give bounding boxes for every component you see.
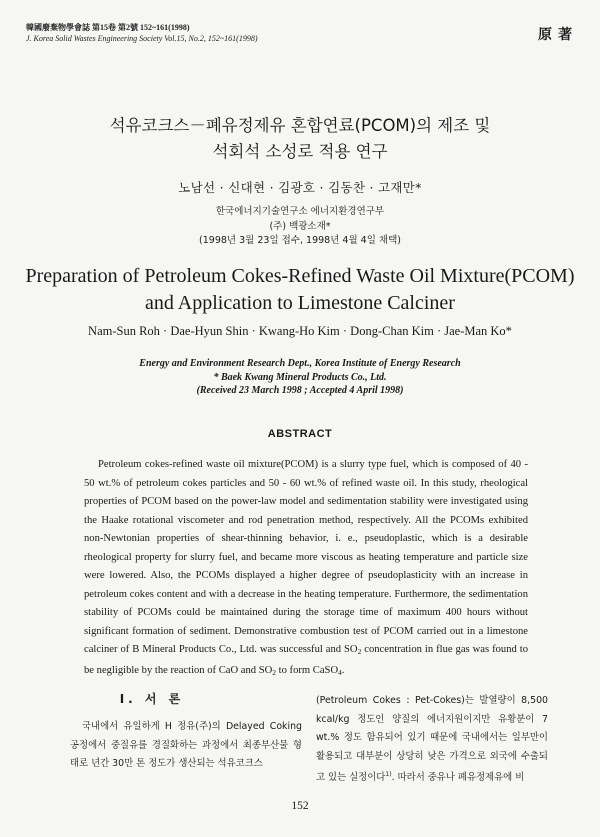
body-column-left xyxy=(70,718,302,774)
english-title-line1: Preparation of Petroleum Cokes-Refined Waste Oil Mixture(PCOM) xyxy=(25,265,575,287)
english-affiliation xyxy=(0,357,600,398)
korean-affiliation-1: 한국에너지기술연구소 에너지환경연구부 xyxy=(215,206,385,217)
abstract-heading: ABSTRACT xyxy=(267,428,333,440)
article-type-badge: 原著 xyxy=(538,27,578,43)
english-title-line2: and Application to Limestone Calciner xyxy=(145,292,455,314)
korean-affiliation-2: (주) 백광소재* xyxy=(269,220,331,232)
caso4-subscript: 4 xyxy=(338,667,342,677)
abstract-paragraph xyxy=(84,456,528,682)
body-column-right xyxy=(316,692,548,788)
journal-citation-english: J. Korea Solid Wastes Engineering Society Vol.15, No.2, 152~161(1998) xyxy=(26,34,258,43)
abstract-text-b: concentration in flue gas was found to be negligible by the reaction of CaO and SO xyxy=(84,644,528,676)
english-affiliation-2: * Baek Kwang Mineral Products Co., Ltd. xyxy=(213,371,387,383)
english-affiliation-1: Energy and Environment Research Dept., Korea Institute of Energy Research xyxy=(139,358,461,369)
so2-subscript-1: 2 xyxy=(357,647,362,656)
korean-affiliation xyxy=(0,205,600,249)
intro-paragraph-left: 국내에서 유일하게 H 정유(주)의 Delayed Coking 공정에서 중질유를 경질화하는 과정에서 최종부산물 형태로 년간 30만 톤 정도가 생산되는 석유코크스 xyxy=(70,721,302,770)
intro-text-right-b: . 따라서 중유나 폐유정제유에 비 xyxy=(391,772,525,784)
journal-header xyxy=(26,22,258,44)
journal-citation-korean: 韓國廢棄物學會誌 第15卷 第2號 152~161(1998) xyxy=(26,23,190,32)
korean-title-line2: 석회석 소성로 적용 연구 xyxy=(212,142,388,161)
abstract-text-c: to form CaSO xyxy=(276,664,339,676)
korean-title-line1: 석유코크스－폐유정제유 혼합연료(PCOM)의 제조 및 xyxy=(109,116,491,135)
abstract-body xyxy=(84,456,528,682)
reference-superscript: 1) xyxy=(385,771,392,779)
abstract-text-d: . xyxy=(341,664,345,676)
english-title xyxy=(0,263,600,317)
page-number: 152 xyxy=(291,800,309,812)
korean-dates: (1998년 3월 23일 접수, 1998년 4월 4일 채택) xyxy=(199,235,401,246)
english-dates: (Received 23 March 1998 ; Accepted 4 April 1998) xyxy=(196,385,404,396)
korean-title xyxy=(0,113,600,165)
english-authors: Nam-Sun Roh · Dae-Hyun Shin · Kwang-Ho Kim · Dong-Chan Kim · Jae-Man Ko* xyxy=(88,324,512,338)
intro-paragraph-right xyxy=(316,692,548,788)
section-heading-introduction: I. 서 론 xyxy=(119,692,185,706)
abstract-text-a: Petroleum cokes-refined waste oil mixture(PCOM) is a slurry type fuel, which is composed of 40 - 50 wt.% of petroleum cokes particles and 50 - 60 wt.% of refined waste oil. In this study, rheological properties of PCOM based on the power-law model and sedimentation stability were investigated using the Haake rotational viscometer and rod penetration method, respectively. All the PCOMs exhibited non-Newtonian properties of shear-thinning behavior, i. e., pseudoplastic, which is a desirable rheological property for slurry fuel, and became more viscous as heating temperature and particle size were lowered. Also, the PCOMs displayed a higher degree of pseudoplasticity with an increase in petroleum cokes content and with a decrease in the heating temperature. Furthermore, the sedimentation stability of PCOMs could be maintained during the storage time of maximum 400 hours without significant formation of sediment. Demonstrative combustion test of PCOM carried out in a limestone calciner of B Mineral Products Co., Ltd. was successful and SO xyxy=(84,459,528,655)
intro-text-right-a: (Petroleum Cokes : Pet-Cokes)는 발열량이 8,500 kcal/kg 정도인 양질의 에너지원이지만 유황분이 7 wt.% 정도 함유되어 있기 때문에 국내에서는 일부만이 활용되고 대부분이 상당히 낮은 가격으로 외국에 수출되고 있는 실정이다 xyxy=(316,695,548,784)
so2-subscript-2: 2 xyxy=(272,667,276,677)
korean-authors: 노남선 · 신대현 · 김광호 · 김동찬 · 고재만* xyxy=(178,180,422,195)
